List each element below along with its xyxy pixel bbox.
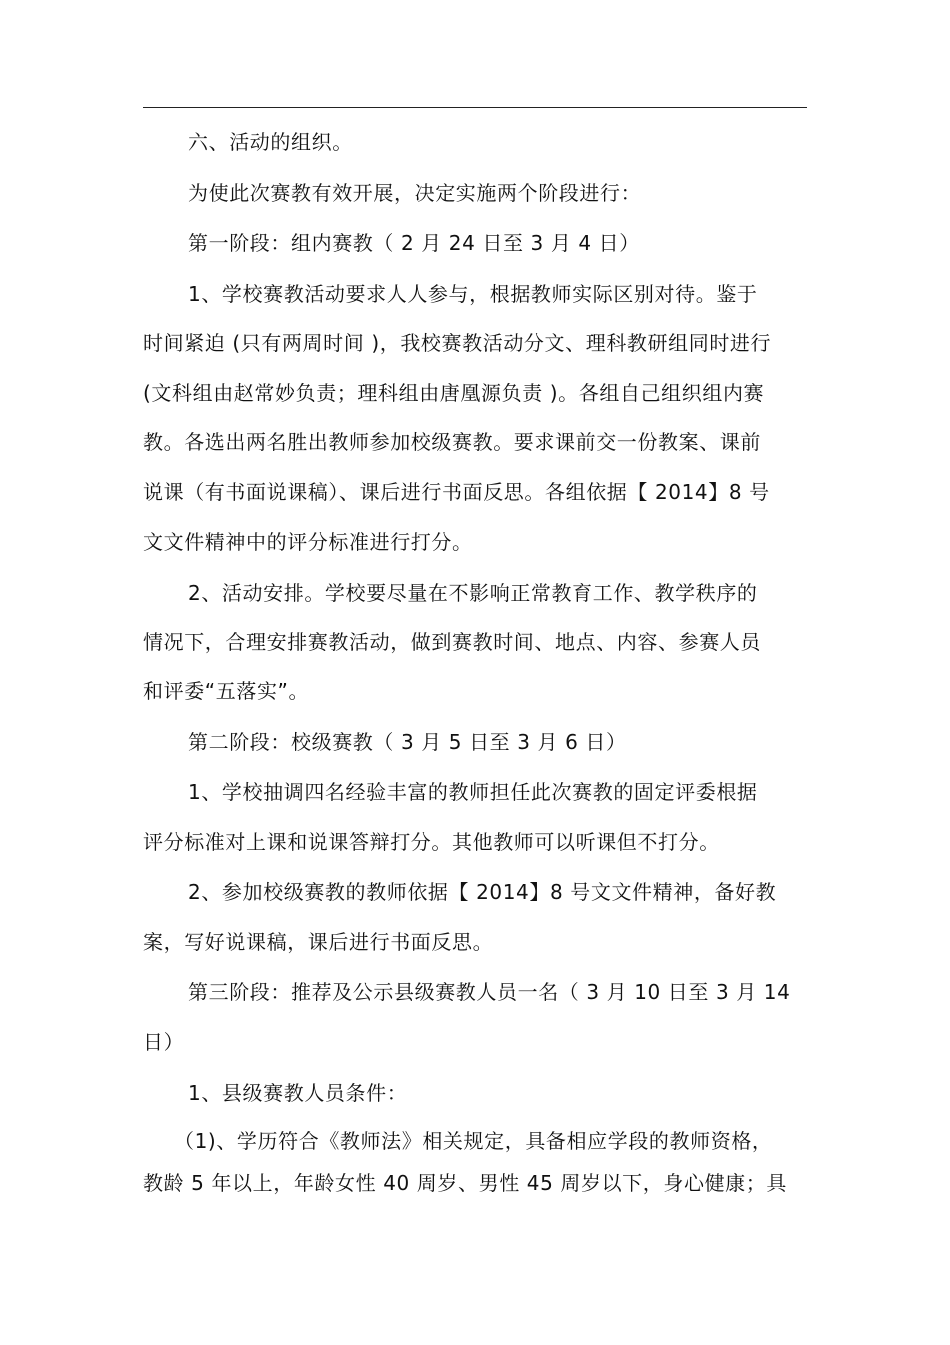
paragraph-line: 1、学校赛教活动要求人人参与，根据教师实际区别对待。鉴于 xyxy=(188,282,758,306)
paragraph-line: 教。各选出两名胜出教师参加校级赛教。要求课前交一份教案、课前 xyxy=(143,430,761,454)
paragraph-line: (文科组由赵常妙负责；理科组由唐凰源负责 )。各组自己组织组内赛 xyxy=(143,381,765,405)
paragraph-line: 说课（有书面说课稿）、课后进行书面反思。各组依据【 2014】8 号 xyxy=(143,480,770,504)
stage-heading: 第三阶段：推荐及公示县级赛教人员一名（ 3 月 10 日至 3 月 14 xyxy=(188,980,791,1004)
paragraph-line: 为使此次赛教有效开展，决定实施两个阶段进行： xyxy=(188,181,642,205)
paragraph-line: （1)、学历符合《教师法》相关规定，具备相应学段的教师资格， xyxy=(174,1129,773,1153)
paragraph-line: 2、活动安排。学校要尽量在不影响正常教育工作、教学秩序的 xyxy=(188,581,758,605)
paragraph-line: 日） xyxy=(143,1030,185,1054)
paragraph-line: 评分标准对上课和说课答辩打分。其他教师可以听课但不打分。 xyxy=(143,830,720,854)
paragraph-line: 2、参加校级赛教的教师依据【 2014】8 号文文件精神，备好教 xyxy=(188,880,777,904)
paragraph-line: 文文件精神中的评分标准进行打分。 xyxy=(143,530,473,554)
paragraph-line: 1、学校抽调四名经验丰富的教师担任此次赛教的固定评委根据 xyxy=(188,780,758,804)
paragraph-line: 情况下，合理安排赛教活动，做到赛教时间、地点、内容、参赛人员 xyxy=(143,630,761,654)
stage-heading: 第二阶段：校级赛教（ 3 月 5 日至 3 月 6 日） xyxy=(188,730,627,754)
section-heading: 六、活动的组织。 xyxy=(188,130,353,154)
paragraph-line: 时间紧迫 (只有两周时间 )，我校赛教活动分文、理科教研组同时进行 xyxy=(143,331,772,355)
paragraph-line: 案，写好说课稿，课后进行书面反思。 xyxy=(143,930,494,954)
stage-heading: 第一阶段：组内赛教（ 2 月 24 日至 3 月 4 日） xyxy=(188,231,640,255)
paragraph-line: 教龄 5 年以上，年龄女性 40 周岁、男性 45 周岁以下，身心健康；具 xyxy=(143,1171,787,1195)
paragraph-line: 1、县级赛教人员条件： xyxy=(188,1081,408,1105)
paragraph-line: 和评委“五落实”。 xyxy=(143,679,310,703)
